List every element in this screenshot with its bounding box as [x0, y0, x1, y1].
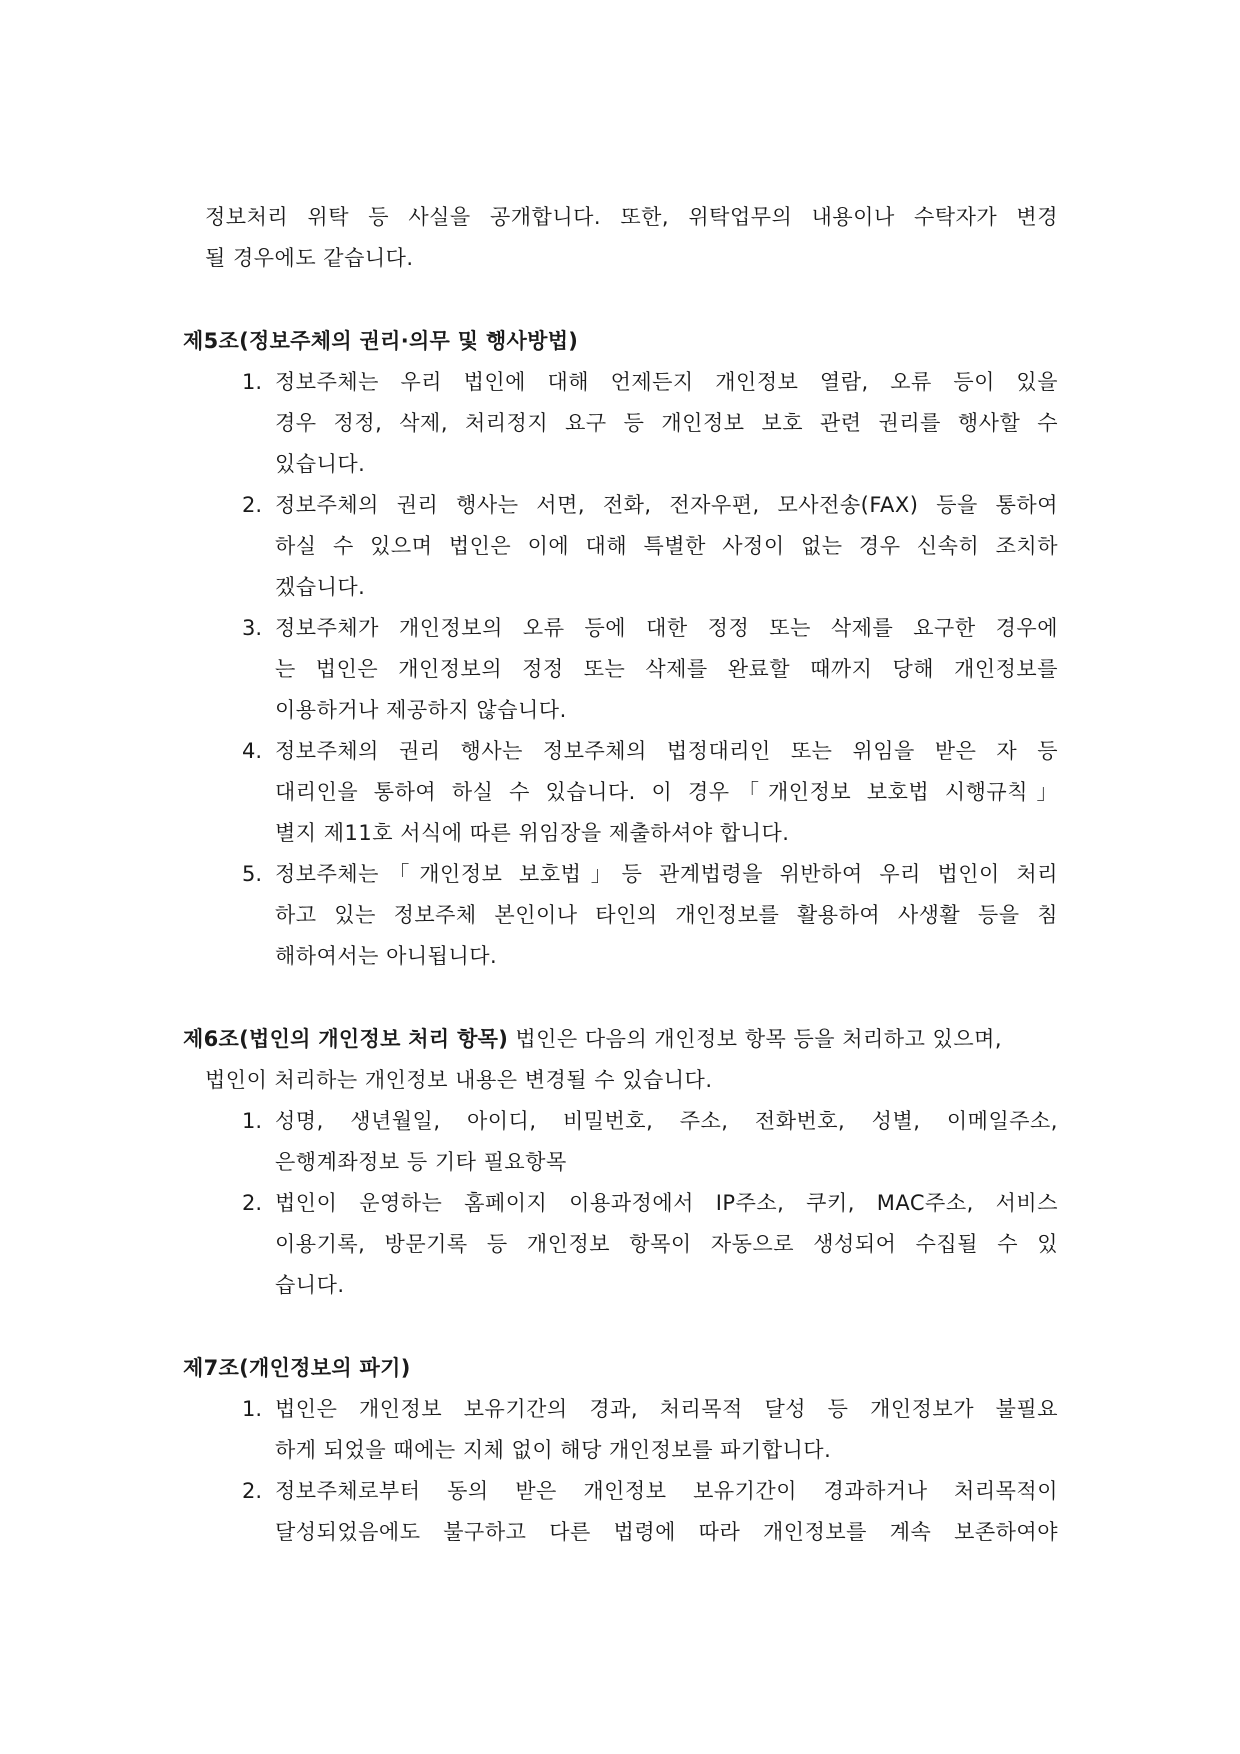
art5-item-4-number: 4.	[242, 739, 263, 763]
art5-item-4-line-1: 정보주체의 권리 행사는 정보주체의 법정대리인 또는 위임을 받은 자 등	[275, 739, 1058, 763]
article-5-heading: 제5조(정보주체의 권리·의무 및 행사방법)	[183, 329, 579, 353]
article-6-heading-line	[183, 1025, 1002, 1053]
art5-item-3-line-2: 는 법인은 개인정보의 정정 또는 삭제를 완료할 때까지 당해 개인정보를	[275, 657, 1058, 681]
art5-item-3-number: 3.	[242, 616, 263, 640]
art5-item-5-line-1: 정보주체는「개인정보 보호법」등 관계법령을 위반하여 우리 법인이 처리	[275, 862, 1058, 886]
article-6-heading-rest: 법인은 다음의 개인정보 항목 등을 처리하고 있으며,	[508, 1027, 1003, 1051]
art5-item-2-number: 2.	[242, 493, 263, 517]
art7-item-1-number: 1.	[242, 1397, 263, 1421]
art7-item-1-line-2: 하게 되었을 때에는 지체 없이 해당 개인정보를 파기합니다.	[275, 1438, 832, 1462]
art5-item-3-line-3: 이용하거나 제공하지 않습니다.	[275, 698, 567, 722]
art5-item-1-number: 1.	[242, 370, 263, 394]
art6-item-2-line-2: 이용기록, 방문기록 등 개인정보 항목이 자동으로 생성되어 수집될 수 있	[275, 1232, 1058, 1256]
art6-item-1-line-1: 성명, 생년월일, 아이디, 비밀번호, 주소, 전화번호, 성별, 이메일주소,	[275, 1109, 1058, 1133]
art5-item-2-line-2: 하실 수 있으며 법인은 이에 대해 특별한 사정이 없는 경우 신속히 조치하	[275, 534, 1058, 558]
art5-item-2-line-1: 정보주체의 권리 행사는 서면, 전화, 전자우편, 모사전송(FAX) 등을 통하여	[275, 493, 1058, 517]
art5-item-3-line-1: 정보주체가 개인정보의 오류 등에 대한 정정 또는 삭제를 요구한 경우에	[275, 616, 1058, 640]
intro-line-2: 될 경우에도 같습니다.	[205, 246, 414, 270]
art5-item-5-number: 5.	[242, 862, 263, 886]
art6-item-1-number: 1.	[242, 1109, 263, 1133]
art5-item-5-line-3: 해하여서는 아니됩니다.	[275, 944, 498, 968]
art7-item-1-line-1: 법인은 개인정보 보유기간의 경과, 처리목적 달성 등 개인정보가 불필요	[275, 1397, 1058, 1421]
art5-item-5-line-2: 하고 있는 정보주체 본인이나 타인의 개인정보를 활용하여 사생활 등을 침	[275, 903, 1058, 927]
art5-item-1-line-3: 있습니다.	[275, 452, 366, 476]
art6-item-2-line-1: 법인이 운영하는 홈페이지 이용과정에서 IP주소, 쿠키, MAC주소, 서비스	[275, 1191, 1058, 1215]
article-7-heading: 제7조(개인정보의 파기)	[183, 1356, 411, 1380]
art7-item-2-line-1: 정보주체로부터 동의 받은 개인정보 보유기간이 경과하거나 처리목적이	[275, 1479, 1058, 1503]
art5-item-2-line-3: 겠습니다.	[275, 575, 366, 599]
art5-item-1-line-1: 정보주체는 우리 법인에 대해 언제든지 개인정보 열람, 오류 등이 있을	[275, 370, 1058, 394]
article-6-line-2: 법인이 처리하는 개인정보 내용은 변경될 수 있습니다.	[205, 1068, 713, 1092]
art5-item-4-line-3: 별지 제11호 서식에 따른 위임장을 제출하셔야 합니다.	[275, 821, 790, 845]
art5-item-1-line-2: 경우 정정, 삭제, 처리정지 요구 등 개인정보 보호 관련 권리를 행사할 수	[275, 411, 1058, 435]
art6-item-2-line-3: 습니다.	[275, 1273, 345, 1297]
article-6-heading: 제6조(법인의 개인정보 처리 항목)	[183, 1027, 509, 1051]
art5-item-4-line-2: 대리인을 통하여 하실 수 있습니다. 이 경우「개인정보 보호법 시행규칙」	[275, 780, 1058, 804]
art7-item-2-number: 2.	[242, 1479, 263, 1503]
intro-line-1: 정보처리 위탁 등 사실을 공개합니다. 또한, 위탁업무의 내용이나 수탁자가 변경	[205, 205, 1058, 229]
art6-item-2-number: 2.	[242, 1191, 263, 1215]
art6-item-1-line-2: 은행계좌정보 등 기타 필요항목	[275, 1150, 567, 1174]
art7-item-2-line-2: 달성되었음에도 불구하고 다른 법령에 따라 개인정보를 계속 보존하여야	[275, 1520, 1058, 1544]
